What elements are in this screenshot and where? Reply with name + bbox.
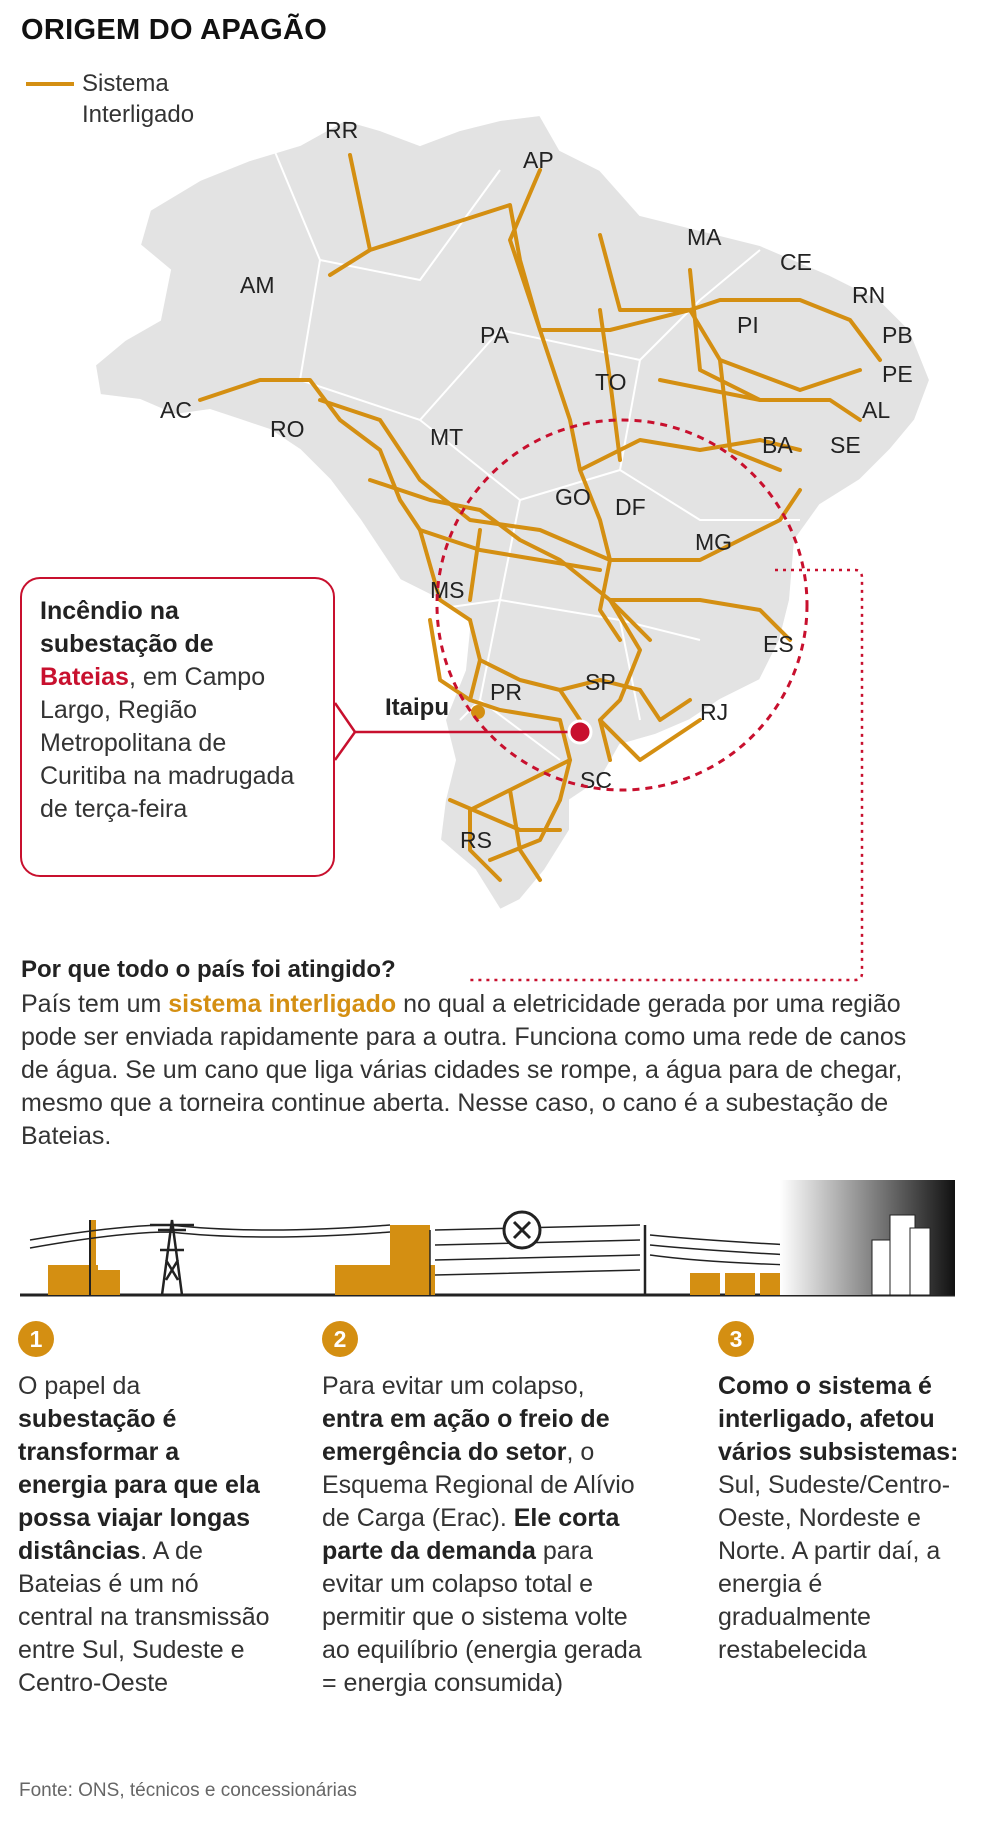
state-label-rs: RS — [460, 827, 492, 853]
step-number-1: 1 — [18, 1321, 54, 1357]
state-label-ac: AC — [160, 397, 192, 423]
state-label-es: ES — [763, 631, 794, 657]
callout-highlight: Bateias — [40, 663, 129, 691]
step-number-3: 3 — [718, 1321, 754, 1357]
state-label-ro: RO — [270, 416, 305, 442]
state-label-pe: PE — [882, 361, 913, 387]
callout-box — [20, 577, 335, 877]
state-label-df: DF — [615, 494, 646, 520]
state-label-pi: PI — [737, 312, 759, 338]
state-label-ap: AP — [523, 147, 554, 173]
state-label-al: AL — [862, 397, 891, 423]
source-note: Fonte: ONS, técnicos e concessionárias — [19, 1780, 357, 1801]
state-label-pb: PB — [882, 322, 913, 348]
state-label-rr: RR — [325, 117, 359, 143]
callout-rest: , em Campo Largo, Região Metropolitana de Curitiba na madrugada de terça-feira — [40, 663, 295, 823]
state-label-mt: MT — [430, 424, 464, 450]
page-title: ORIGEM DO APAGÃO — [21, 14, 328, 46]
state-label-ce: CE — [780, 249, 812, 275]
callout-line1: Incêndio na subestação de — [40, 597, 214, 658]
callout-pointer — [335, 703, 355, 760]
question-title: Por que todo o país foi atingido? — [21, 956, 396, 983]
bateias-marker — [569, 721, 591, 743]
power-illustration — [20, 1180, 955, 1295]
itaipu-label: Itaipu — [385, 694, 449, 721]
question-after: no qual a eletricidade gerada por uma região pode ser enviada rapidamente para a outra. Funciona como uma rede de canos de água. Se um cano que liga várias cidades se rompe, a água para de chegar, mesmo que a torneira continue aberta. Nesse caso, o cano é a subestação de Bateias. — [21, 990, 907, 1150]
step-text-3: Como o sistema é interligado, afetou vários subsistemas: Sul, Sudeste/Centro-Oeste, Nordeste e Norte. A partir daí, a energia é gradualmente restabelecida — [718, 1372, 959, 1664]
legend-label: Sistema Interligado — [82, 70, 195, 128]
state-label-pr: PR — [490, 679, 522, 705]
state-label-rn: RN — [852, 282, 886, 308]
step-text-1: O papel da subestação é transformar a energia para que ela possa viajar longas distâncias. A de Bateias é um nó central na transmissão entre Sul, Sudeste e Centro-Oeste — [18, 1372, 270, 1697]
state-label-se: SE — [830, 432, 861, 458]
step-text-2: Para evitar um colapso, entra em ação o freio de emergência do setor, o Esquema Regional de Alívio de Carga (Erac). Ele corta parte da demanda para evitar um colapso total e permitir que o sistema volte ao equilíbrio (energia gerada = energia consumida) — [322, 1372, 642, 1697]
state-label-pa: PA — [480, 322, 509, 348]
state-label-ba: BA — [762, 432, 793, 458]
state-label-mg: MG — [695, 529, 733, 555]
question-before: País tem um — [21, 990, 169, 1018]
step-number-2: 2 — [322, 1321, 358, 1357]
state-label-ma: MA — [687, 224, 722, 250]
state-label-sc: SC — [580, 767, 612, 793]
state-label-go: GO — [555, 484, 591, 510]
state-label-ms: MS — [430, 577, 465, 603]
state-label-rj: RJ — [700, 699, 729, 725]
state-label-to: TO — [595, 369, 627, 395]
question-body — [21, 988, 921, 1153]
state-label-am: AM — [240, 272, 275, 298]
state-label-sp: SP — [585, 669, 616, 695]
question-highlight: sistema interligado — [168, 990, 397, 1018]
